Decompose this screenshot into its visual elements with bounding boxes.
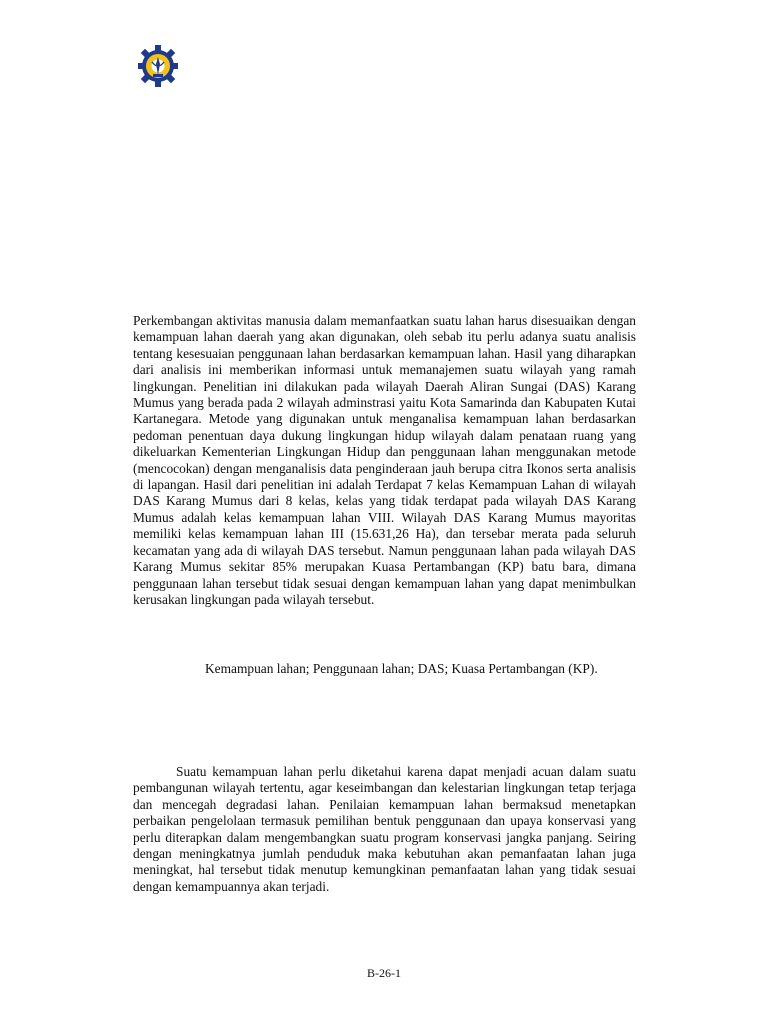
university-gear-emblem-icon bbox=[137, 44, 179, 88]
page-number: B-26-1 bbox=[367, 966, 401, 980]
keywords-line: Kemampuan lahan; Penggunaan lahan; DAS; Kuasa Pertambangan (KP). bbox=[205, 661, 598, 676]
abstract-paragraph: Perkembangan aktivitas manusia dalam memanfaatkan suatu lahan harus disesuaikan dengan kemampuan lahan daerah yang akan digunakan, oleh sebab itu perlu adanya suatu analisis tentang kesesuaian penggunaan lahan berdasarkan kemampuan lahan. Hasil yang diharapkan dari analisis ini memberikan informasi untuk memanajemen suatu wilayah yang ramah lingkungan. Penelitian ini dilakukan pada wilayah Daerah Aliran Sungai (DAS) Karang Mumus yang berada pada 2 wilayah adminstrasi yaitu Kota Samarinda dan Kabupaten Kutai Kartanegara. Metode yang digunakan untuk menganalisa kemampuan lahan berdasarkan pedoman penentuan daya dukung lingkungan hidup wilayah dalam penataan ruang yang dikeluarkan Kementerian Lingkungan Hidup dan penggunaan lahan menggunakan metode (mencocokan) dengan menganalisis data penginderaan jauh berupa citra Ikonos serta analisis di lapangan. Hasil dari penelitian ini adalah Terdapat 7 kelas Kemampuan Lahan di wilayah DAS Karang Mumus dari 8 kelas, kelas yang tidak terdapat pada wilayah DAS Karang Mumus adalah kelas kemampuan lahan VIII. Wilayah DAS Karang Mumus mayoritas memiliki kelas kemampuan lahan III (15.631,26 Ha), dan tersebar merata pada seluruh kecamatan yang ada di wilayah DAS tersebut. Namun penggunaan lahan pada wilayah DAS Karang Mumus sekitar 85% merupakan Kuasa Pertambangan (KP) batu bara, dimana penggunaan lahan tersebut tidak sesuai dengan kemampuan lahan yang dapat menimbulkan kerusakan lingkungan pada wilayah tersebut. bbox=[133, 313, 636, 607]
introduction-paragraph: Suatu kemampuan lahan perlu diketahui karena dapat menjadi acuan dalam suatu pembangunan wilayah tertentu, agar keseimbangan dan kelestarian lingkungan tetap terjaga dan mencegah degradasi lahan. Penilaian kemampuan lahan bermaksud menetapkan perbaikan pengelolaan termasuk pemilihan bentuk penggunaan dan upaya konservasi yang perlu diterapkan dalam mengembangkan suatu program konservasi jangka panjang. Seiring dengan meningkatnya jumlah penduduk maka kebutuhan akan pemanfaatan lahan juga meningkat, hal tersebut tidak menutup kemungkinan pemanfaatan lahan yang tidak sesuai dengan kemampuannya akan terjadi. bbox=[133, 764, 636, 894]
